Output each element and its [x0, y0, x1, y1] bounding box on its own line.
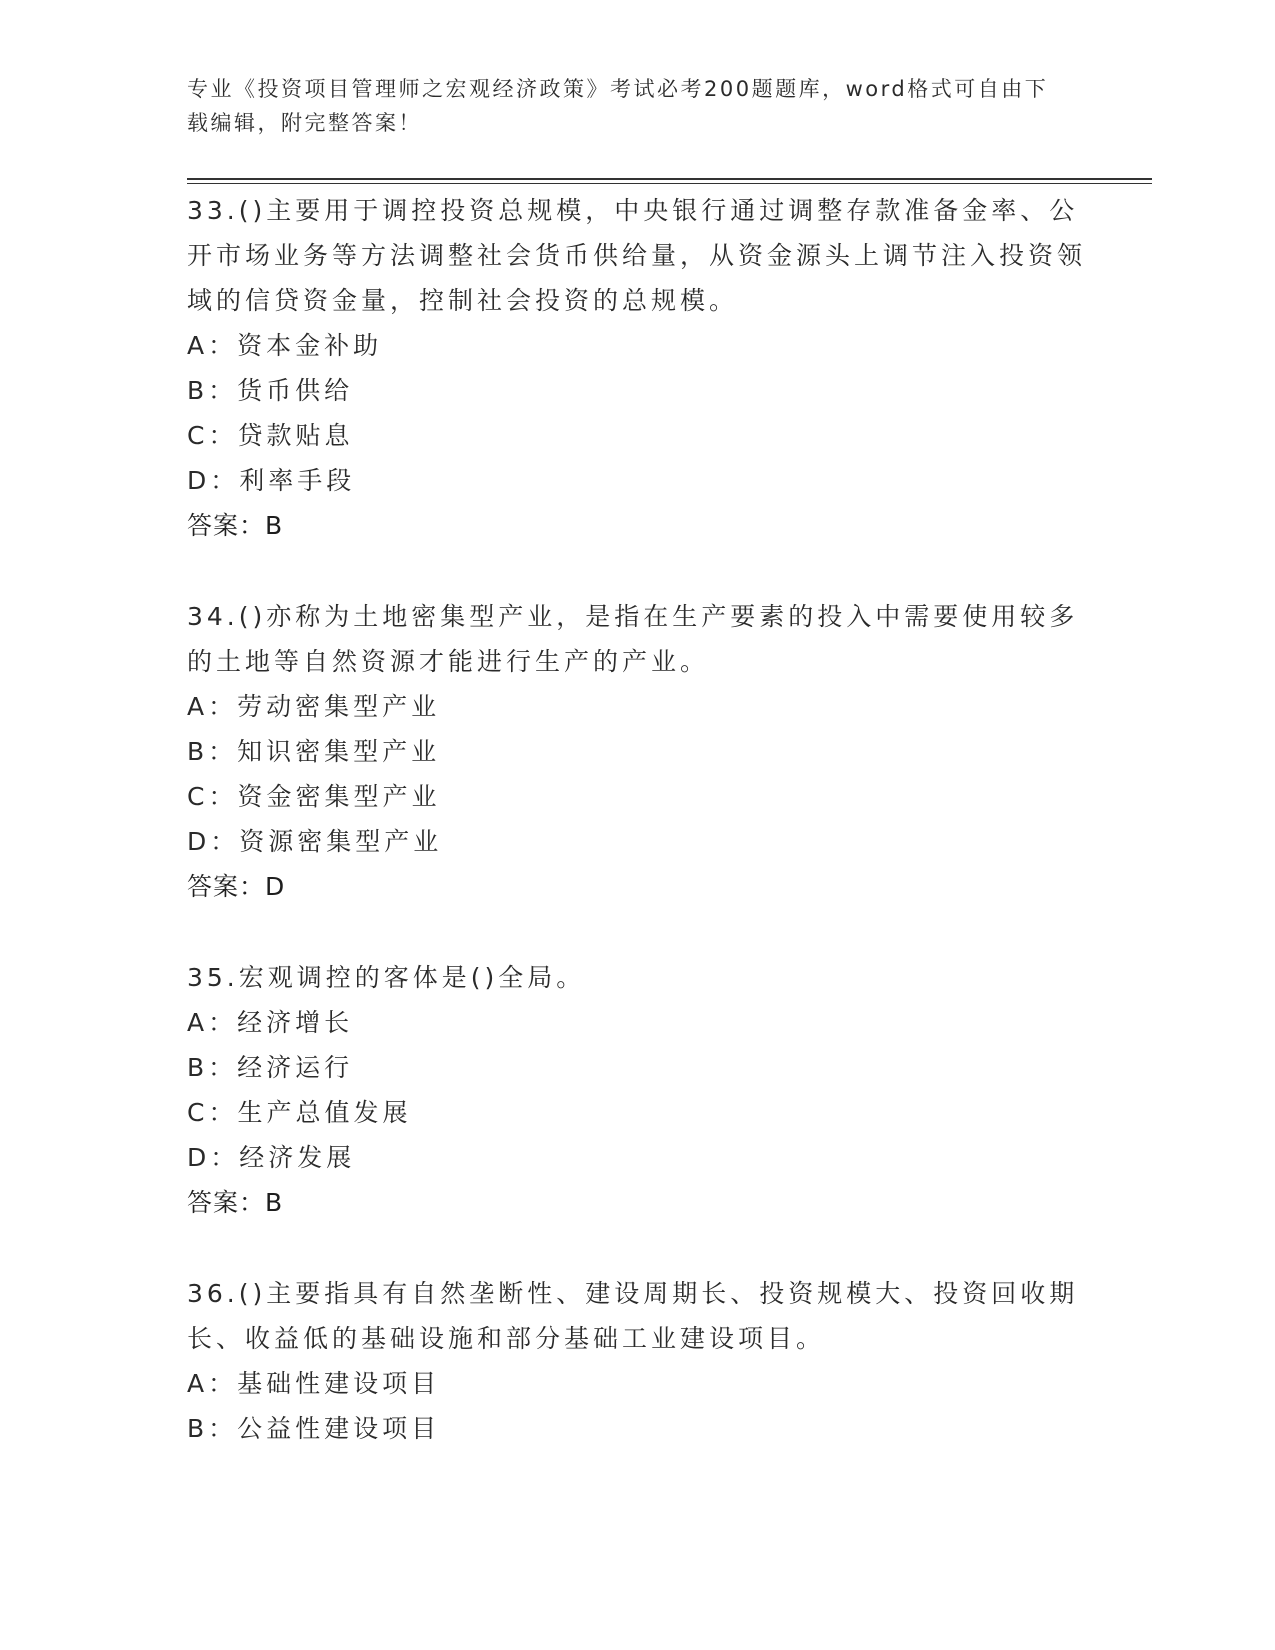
document-header: 专业《投资项目管理师之宏观经济政策》考试必考200题题库，word格式可自由下载编辑，附完整答案！ [187, 77, 1049, 135]
option-b: B：知识密集型产业 [187, 737, 441, 766]
option-c: C：资金密集型产业 [187, 782, 441, 811]
question-list [187, 188, 1087, 1497]
answer-label: 答案：B [187, 511, 284, 540]
option-a: A：经济增长 [187, 1008, 354, 1037]
question-34 [187, 594, 1087, 909]
option-c: C：生产总值发展 [187, 1098, 412, 1127]
question-35 [187, 955, 1087, 1225]
answer-label: 答案：B [187, 1188, 284, 1217]
option-a: A：劳动密集型产业 [187, 692, 441, 721]
question-36 [187, 1271, 1087, 1451]
option-c: C：贷款贴息 [187, 421, 354, 450]
option-b: B：公益性建设项目 [187, 1414, 441, 1443]
answer-label: 答案：D [187, 872, 286, 901]
option-a: A：资本金补助 [187, 331, 383, 360]
question-stem: 33.()主要用于调控投资总规模，中央银行通过调整存款准备金率、公开市场业务等方法调整社会货币供给量，从资金源头上调节注入投资领域的信贷资金量，控制社会投资的总规模。 [187, 196, 1087, 315]
question-stem: 34.()亦称为土地密集型产业，是指在生产要素的投入中需要使用较多的土地等自然资源才能进行生产的产业。 [187, 602, 1079, 676]
option-d: D：经济发展 [187, 1143, 356, 1172]
question-stem: 35.宏观调控的客体是()全局。 [187, 963, 586, 992]
question-stem: 36.()主要指具有自然垄断性、建设周期长、投资规模大、投资回收期长、收益低的基础设施和部分基础工业建设项目。 [187, 1279, 1079, 1353]
option-a: A：基础性建设项目 [187, 1369, 441, 1398]
question-33 [187, 188, 1087, 548]
header-divider [187, 178, 1152, 184]
option-b: B：经济运行 [187, 1053, 354, 1082]
option-d: D：利率手段 [187, 466, 356, 495]
option-d: D：资源密集型产业 [187, 827, 443, 856]
option-b: B：货币供给 [187, 376, 354, 405]
